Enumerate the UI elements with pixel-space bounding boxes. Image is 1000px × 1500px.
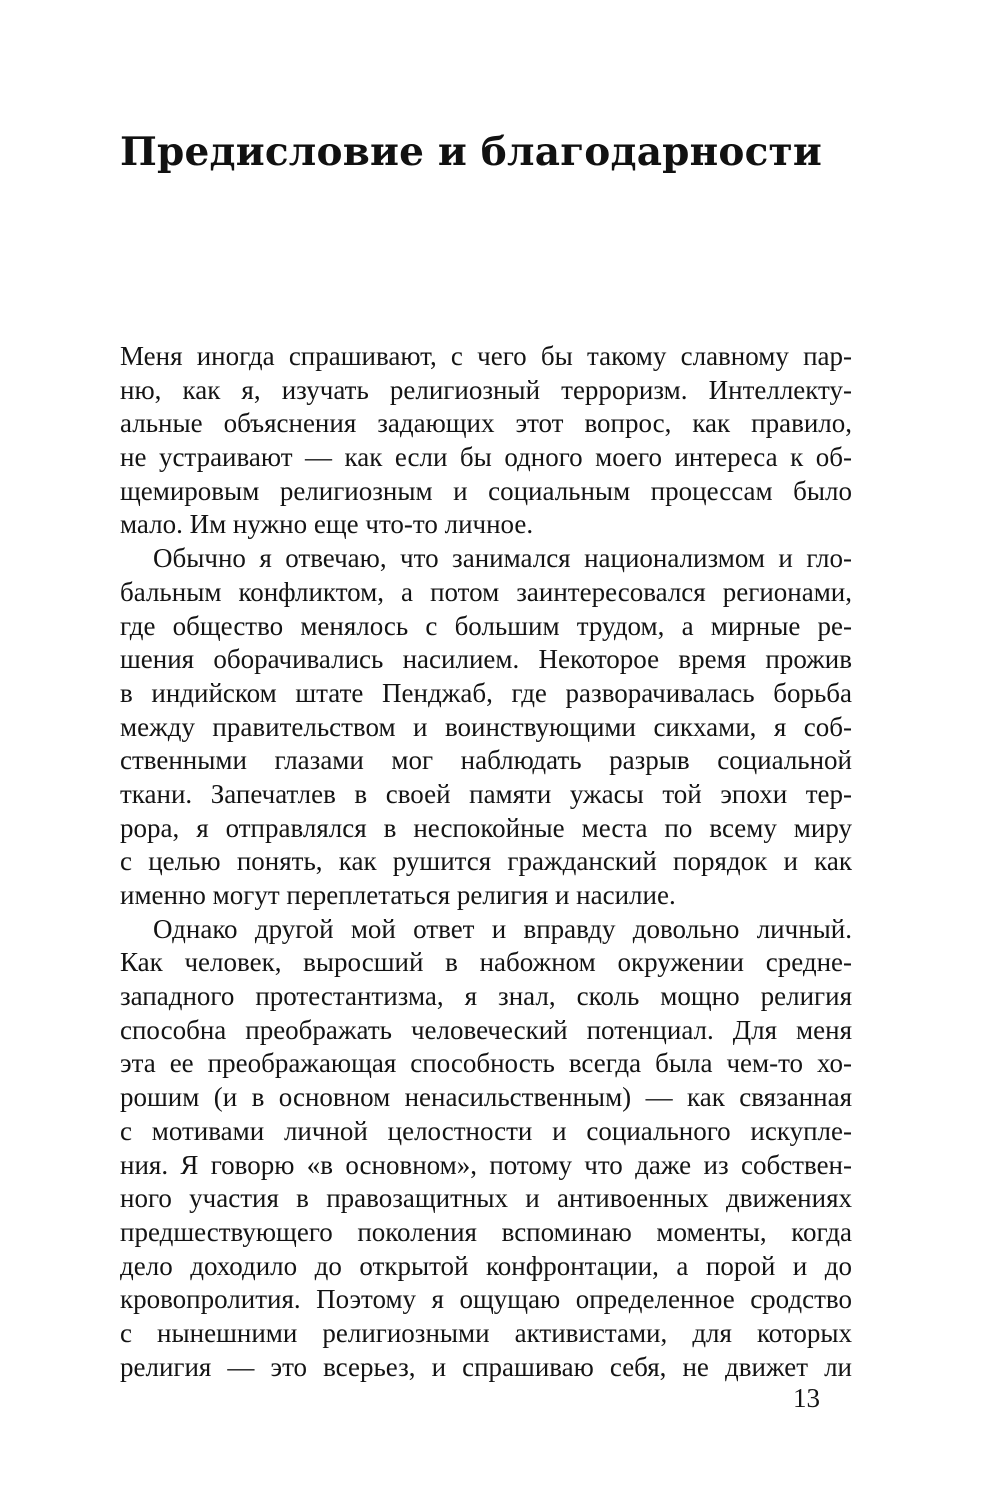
text-line: щемировым религиозным и социальным процессам было [120, 475, 852, 506]
text-line: Обычно я отвечаю, что занимался национализмом и гло- [153, 543, 852, 574]
text-line: рошим (и в основном ненасильственным) — как связанная [120, 1082, 852, 1113]
text-line: где общество менялось с большим трудом, а мирные ре- [120, 610, 852, 641]
body-text [120, 340, 852, 1384]
text-line: дело доходило до открытой конфронтации, а порой и до [120, 1250, 852, 1281]
text-line: ственными глазами мог наблюдать разрыв социальной [120, 745, 852, 776]
text-line: мало. Им нужно еще что-то личное. [120, 509, 534, 540]
text-line: в индийском штате Пенджаб, где разворачивалась борьба [120, 677, 852, 708]
text-line: западного протестантизма, я знал, сколь мощно религия [120, 981, 852, 1012]
text-line: бальным конфликтом, а потом заинтересовался регионами, [120, 576, 852, 607]
text-line: Как человек, выросший в набожном окружении средне- [120, 947, 852, 978]
text-line: с целью понять, как рушится гражданский порядок и как [120, 846, 852, 877]
text-line: именно могут переплетаться религия и насилие. [120, 880, 676, 910]
text-line: с нынешними религиозными активистами, для которых [120, 1317, 852, 1348]
text-line: эта ее преображающая способность всегда была чем-то хо- [120, 1048, 852, 1079]
text-line: альные объяснения задающих этот вопрос, как правило, [120, 408, 852, 439]
text-line: с мотивами личной целостности и социального искупле- [120, 1115, 852, 1146]
text-line: Однако другой мой ответ и вправду довольно личный. [153, 913, 852, 944]
text-line: между правительством и воинствующими сикхами, я соб- [120, 711, 852, 742]
page-number: 13 [793, 1383, 820, 1413]
text-line: ния. Я говорю «в основном», потому что даже из собствен- [120, 1149, 852, 1180]
text-line: способна преображать человеческий потенциал. Для меня [120, 1014, 852, 1045]
text-line: предшествующего поколения вспоминаю моменты, когда [120, 1216, 852, 1247]
text-line: ного участия в правозащитных и антивоенных движениях [120, 1183, 852, 1214]
text-line: Меня иногда спрашивают, с чего бы такому славному пар- [120, 341, 852, 371]
text-line: кровопролития. Поэтому я ощущаю определенное сродство [120, 1284, 852, 1315]
text-line: не устраивают — как если бы одного моего интереса к об- [120, 442, 852, 473]
text-line: религия — это всерьез, и спрашиваю себя, не движет ли [120, 1351, 852, 1382]
text-line: ню, как я, изучать религиозный терроризм. Интеллекту- [120, 374, 852, 405]
chapter-title: Предисловие и благодарности [120, 129, 823, 175]
text-line: рора, я отправлялся в неспокойные места по всему миру [120, 812, 852, 843]
text-line: шения оборачивались насилием. Некоторое время прожив [120, 644, 852, 675]
text-line: ткани. Запечатлев в своей памяти ужасы той эпохи тер- [120, 778, 852, 809]
